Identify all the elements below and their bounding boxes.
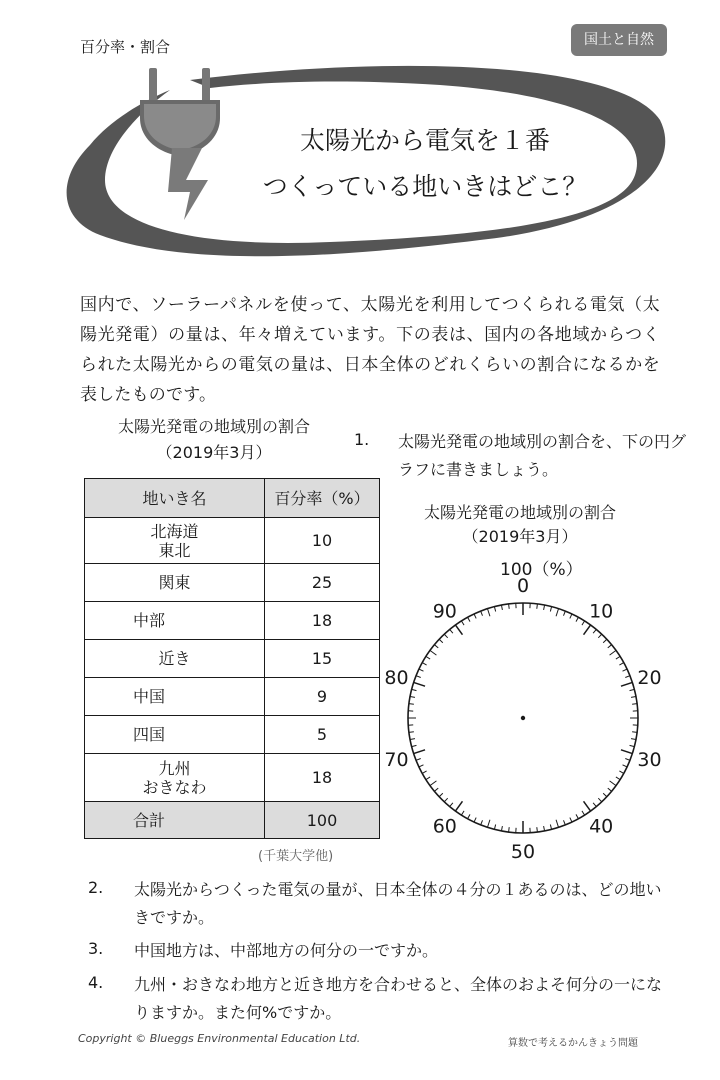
scale-label: 30 xyxy=(637,749,662,772)
region-cell: 北海道 東北 xyxy=(85,518,265,564)
minor-tick xyxy=(468,814,470,818)
scale-label: 80 xyxy=(384,666,409,689)
question-2-number: 2. xyxy=(88,878,104,897)
minor-tick xyxy=(416,758,421,760)
minor-tick xyxy=(550,607,551,612)
percent-cell: 10 xyxy=(265,518,380,564)
table-row xyxy=(85,602,380,640)
table-row xyxy=(85,640,380,678)
minor-tick xyxy=(481,820,483,825)
minor-tick xyxy=(632,732,637,733)
total-value: 100 xyxy=(265,802,380,839)
minor-tick xyxy=(563,820,565,825)
table-caption: （2019年3月） xyxy=(156,443,272,462)
region-cell: 中部 xyxy=(85,602,265,640)
percent-cell: 18 xyxy=(265,602,380,640)
major-tick xyxy=(584,801,591,811)
question-2-text: 太陽光からつくった電気の量が、日本全体の４分の１あるのは、どの地いきですか。 xyxy=(134,880,662,927)
minor-tick xyxy=(494,607,495,612)
minor-tick xyxy=(582,621,585,625)
table-row xyxy=(85,564,380,602)
minor-tick xyxy=(419,765,424,767)
minor-tick xyxy=(412,689,417,690)
question-1-number: 1. xyxy=(354,430,370,449)
minor-tick xyxy=(487,609,489,617)
major-tick xyxy=(414,682,425,686)
minor-tick xyxy=(610,781,616,786)
minor-tick xyxy=(544,826,545,831)
title-line-1: 太陽光から電気を１番 xyxy=(299,126,550,155)
minor-tick xyxy=(434,788,438,791)
question-4-number: 4. xyxy=(88,973,104,992)
chart-caption: （2019年3月） xyxy=(462,527,578,546)
minor-tick xyxy=(412,745,417,746)
minor-tick xyxy=(623,669,628,671)
minor-tick xyxy=(610,650,616,655)
question-1-text: 太陽光発電の地域別の割合を、下の円グラフに書きましょう。 xyxy=(398,432,687,479)
percent-cell: 5 xyxy=(265,716,380,754)
minor-tick xyxy=(630,689,635,690)
category-label: 百分率・割合 xyxy=(80,38,171,56)
minor-tick xyxy=(419,669,424,671)
scale-label: 40 xyxy=(589,815,614,838)
minor-tick xyxy=(409,704,414,705)
table-header-row xyxy=(85,479,380,518)
percent-cell: 25 xyxy=(265,564,380,602)
region-cell: 近き xyxy=(85,640,265,678)
page-title xyxy=(215,118,635,210)
region-cell: 中国 xyxy=(85,678,265,716)
minor-tick xyxy=(582,811,585,815)
table-total-row xyxy=(85,802,380,839)
minor-tick xyxy=(410,696,415,697)
header-region: 地いき名 xyxy=(85,479,265,518)
minor-tick xyxy=(501,605,502,610)
table-row xyxy=(85,678,380,716)
minor-tick xyxy=(416,676,421,678)
minor-tick xyxy=(570,614,572,619)
minor-tick xyxy=(434,645,438,648)
minor-tick xyxy=(481,611,483,616)
minor-tick xyxy=(439,639,443,642)
minor-tick xyxy=(593,803,596,807)
major-tick xyxy=(621,750,632,754)
major-tick xyxy=(455,801,462,811)
minor-tick xyxy=(544,605,545,610)
minor-tick xyxy=(461,811,464,815)
minor-tick xyxy=(474,818,476,823)
major-tick xyxy=(414,750,425,754)
minor-tick xyxy=(593,629,596,633)
major-tick xyxy=(455,625,462,635)
minor-tick xyxy=(426,777,430,780)
minor-tick xyxy=(619,771,623,773)
scale-label: 50 xyxy=(510,841,536,863)
blank-pie-chart[interactable] xyxy=(370,568,680,868)
minor-tick xyxy=(410,739,415,740)
minor-tick xyxy=(450,803,453,807)
minor-tick xyxy=(509,827,510,832)
minor-tick xyxy=(625,758,630,760)
percent-cell: 15 xyxy=(265,640,380,678)
minor-tick xyxy=(631,696,636,697)
minor-tick xyxy=(603,639,607,642)
question-3-text: 中国地方は、中部地方の何分の一ですか。 xyxy=(134,941,439,960)
minor-tick xyxy=(598,798,601,802)
total-label: 合計 xyxy=(85,802,265,839)
minor-tick xyxy=(608,788,612,791)
minor-tick xyxy=(632,704,637,705)
minor-tick xyxy=(550,825,551,830)
minor-tick xyxy=(494,825,495,830)
minor-tick xyxy=(474,614,476,619)
minor-tick xyxy=(468,617,470,621)
minor-tick xyxy=(616,777,620,780)
scale-label: 0 xyxy=(516,575,530,597)
minor-tick xyxy=(422,771,426,773)
major-tick xyxy=(621,682,632,686)
minor-tick xyxy=(444,634,447,638)
table-row xyxy=(85,518,380,564)
table-row xyxy=(85,716,380,754)
chart-title: 太陽光発電の地域別の割合 xyxy=(423,503,616,522)
major-tick xyxy=(584,625,591,635)
table-row xyxy=(85,754,380,802)
table-source: (千葉大学他) xyxy=(258,849,334,864)
percent-cell: 18 xyxy=(265,754,380,802)
minor-tick xyxy=(501,826,502,831)
scale-label: 20 xyxy=(637,666,662,689)
minor-tick xyxy=(616,656,620,659)
scale-label: 10 xyxy=(589,600,614,623)
minor-tick xyxy=(537,827,538,832)
minor-tick xyxy=(570,818,572,823)
scale-label: 70 xyxy=(384,749,409,772)
region-percent-table xyxy=(84,478,380,839)
minor-tick xyxy=(444,798,447,802)
minor-tick xyxy=(625,676,630,678)
question-3-number: 3. xyxy=(88,939,104,958)
chart-unit-label: 100（%） xyxy=(500,560,583,580)
scale-label: 60 xyxy=(432,815,457,838)
minor-tick xyxy=(576,617,578,621)
minor-tick xyxy=(537,604,538,609)
minor-tick xyxy=(430,650,436,655)
region-cell: 関東 xyxy=(85,564,265,602)
minor-tick xyxy=(430,781,436,786)
minor-tick xyxy=(563,611,565,616)
minor-tick xyxy=(422,663,426,665)
minor-tick xyxy=(450,629,453,633)
minor-tick xyxy=(576,814,578,818)
minor-tick xyxy=(556,820,558,828)
scale-label: 90 xyxy=(432,600,457,623)
minor-tick xyxy=(509,604,510,609)
intro-paragraph: 国内で、ソーラーパネルを使って、太陽光を利用してつくられる電気（太陽光発電）の量は、年々増えています。下の表は、国内の各地域からつくられた太陽光からの電気の量は、日本全体のどれくらいの割合になるかを表したものです。 xyxy=(80,295,660,405)
minor-tick xyxy=(619,663,623,665)
pie-center-dot xyxy=(521,716,525,720)
header-percent: 百分率（%） xyxy=(265,479,380,518)
percent-cell: 9 xyxy=(265,678,380,716)
book-title: 算数で考えるかんきょう問題 xyxy=(508,1038,638,1049)
minor-tick xyxy=(630,745,635,746)
minor-tick xyxy=(461,621,464,625)
minor-tick xyxy=(623,765,628,767)
minor-tick xyxy=(487,820,489,828)
minor-tick xyxy=(603,793,607,796)
minor-tick xyxy=(426,656,430,659)
minor-tick xyxy=(409,732,414,733)
title-line-2: つくっている地いきはどこ？ xyxy=(262,172,588,201)
minor-tick xyxy=(608,645,612,648)
table-title: 太陽光発電の地域別の割合 xyxy=(117,417,310,436)
minor-tick xyxy=(556,609,558,617)
minor-tick xyxy=(598,634,601,638)
topic-tag: 国土と自然 xyxy=(571,24,667,56)
copyright: Copyright © Blueggs Environmental Education Ltd. xyxy=(78,1032,361,1045)
region-cell: 四国 xyxy=(85,716,265,754)
minor-tick xyxy=(631,739,636,740)
question-4-text: 九州・おきなわ地方と近き地方を合わせると、全体のおよそ何分の一になりますか。また何%ですか。 xyxy=(134,975,663,1022)
minor-tick xyxy=(439,793,443,796)
region-cell: 九州 おきなわ xyxy=(85,754,265,802)
